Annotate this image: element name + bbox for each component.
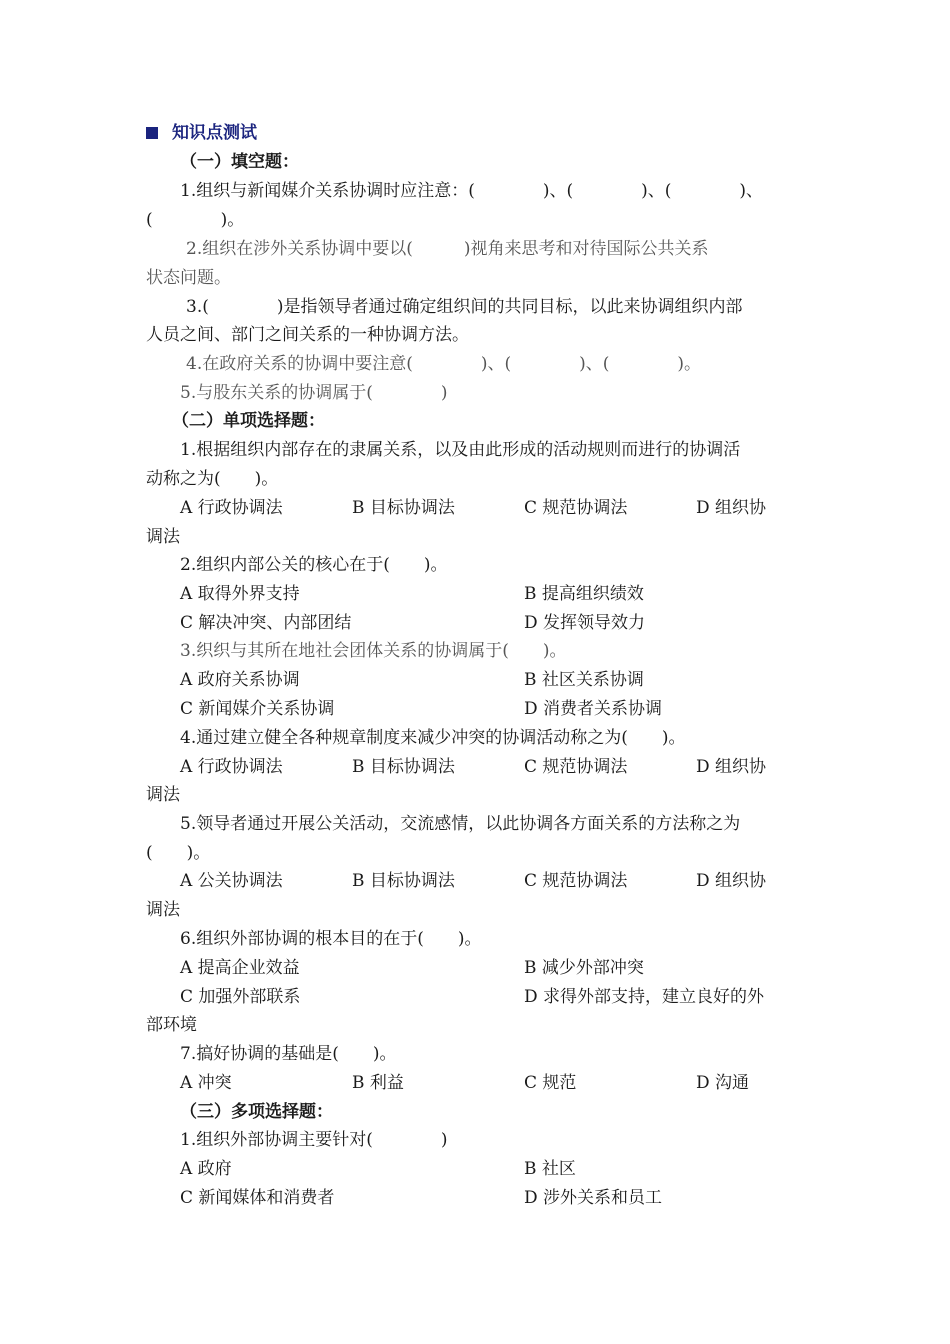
single-q2-option-c: C 解决冲突、内部团结: [180, 613, 352, 633]
single-q4-option-d-wrap: 调法: [146, 785, 180, 805]
single-choice-title: （二）单项选择题：: [172, 411, 325, 431]
fill-q3-line2: 人员之间、部门之间关系的一种协调方法。: [146, 325, 469, 345]
fill-q3-line1: 3.( )是指领导者通过确定组织间的共同目标，以此来协调组织内部: [186, 297, 743, 317]
single-q7-option-a: A 冲突: [180, 1073, 232, 1093]
single-q3-option-d: D 消费者关系协调: [524, 699, 663, 719]
single-q7-option-d: D 沟通: [696, 1073, 750, 1093]
single-q2: 2.组织内部公关的核心在于( )。: [180, 555, 448, 575]
single-q1-option-b: B 目标协调法: [352, 498, 455, 518]
single-q2-option-d: D 发挥领导效力: [524, 613, 646, 633]
single-q5-option-c: C 规范协调法: [524, 871, 628, 891]
fill-q1-line2: ( )。: [146, 210, 245, 230]
single-q6-option-b: B 减少外部冲突: [524, 958, 644, 978]
single-q6-option-d: D 求得外部支持，建立良好的外: [524, 987, 765, 1007]
fill-q2-line1: 2.组织在涉外关系协调中要以( )视角来思考和对待国际公共关系: [186, 239, 709, 259]
single-q6-option-c: C 加强外部联系: [180, 987, 301, 1007]
single-q3: 3.织织与其所在地社会团体关系的协调属于( )。: [180, 641, 567, 661]
fill-q2-line2: 状态问题。: [146, 268, 231, 288]
single-q5-option-b: B 目标协调法: [352, 871, 455, 891]
single-q7: 7.搞好协调的基础是( )。: [180, 1044, 397, 1064]
single-q6-option-a: A 提高企业效益: [180, 958, 300, 978]
single-q5-option-a: A 公关协调法: [180, 871, 283, 891]
single-q5-line1: 5.领导者通过开展公关活动，交流感情，以此协调各方面关系的方法称之为: [180, 814, 741, 834]
single-q6: 6.组织外部协调的根本目的在于( )。: [180, 929, 482, 949]
square-bullet-icon: [146, 127, 158, 139]
multi-choice-title: （三）多项选择题：: [180, 1102, 333, 1122]
single-q4-option-b: B 目标协调法: [352, 757, 455, 777]
single-q7-option-b: B 利益: [352, 1073, 404, 1093]
single-q3-option-b: B 社区关系协调: [524, 670, 644, 690]
section-title: 知识点测试: [172, 123, 257, 143]
single-q5-option-d: D 组织协: [696, 871, 767, 891]
single-q1-line2: 动称之为( )。: [146, 469, 279, 489]
single-q5-line2: ( )。: [146, 843, 211, 863]
single-q4: 4.通过建立健全各种规章制度来减少冲突的协调活动称之为( )。: [180, 728, 686, 748]
single-q1-option-a: A 行政协调法: [180, 498, 283, 518]
single-q7-option-c: C 规范: [524, 1073, 577, 1093]
single-q5-option-d-wrap: 调法: [146, 900, 180, 920]
single-q2-option-b: B 提高组织绩效: [524, 584, 644, 604]
single-q3-option-a: A 政府关系协调: [180, 670, 300, 690]
multi-q1-option-a: A 政府: [180, 1159, 232, 1179]
fill-q1-line1: 1.组织与新闻媒介关系协调时应注意：( )、( )、( )、: [180, 181, 764, 201]
single-q1-option-d: D 组织协: [696, 498, 767, 518]
fill-q5: 5.与股东关系的协调属于( ): [180, 383, 448, 403]
single-q4-option-a: A 行政协调法: [180, 757, 283, 777]
single-q4-option-c: C 规范协调法: [524, 757, 628, 777]
multi-q1: 1.组织外部协调主要针对( ): [180, 1130, 448, 1150]
single-q1-option-d-wrap: 调法: [146, 527, 180, 547]
single-q6-option-d-wrap: 部环境: [146, 1015, 197, 1035]
multi-q1-option-d: D 涉外关系和员工: [524, 1188, 663, 1208]
single-q1-line1: 1.根据组织内部存在的隶属关系，以及由此形成的活动规则而进行的协调活: [180, 440, 741, 460]
multi-q1-option-c: C 新闻媒体和消费者: [180, 1188, 335, 1208]
single-q1-option-c: C 规范协调法: [524, 498, 628, 518]
fill-blank-title: （一）填空题：: [180, 152, 299, 172]
single-q3-option-c: C 新闻媒介关系协调: [180, 699, 335, 719]
single-q2-option-a: A 取得外界支持: [180, 584, 300, 604]
multi-q1-option-b: B 社区: [524, 1159, 576, 1179]
fill-q4: 4.在政府关系的协调中要注意( )、( )、( )。: [186, 354, 702, 374]
single-q4-option-d: D 组织协: [696, 757, 767, 777]
